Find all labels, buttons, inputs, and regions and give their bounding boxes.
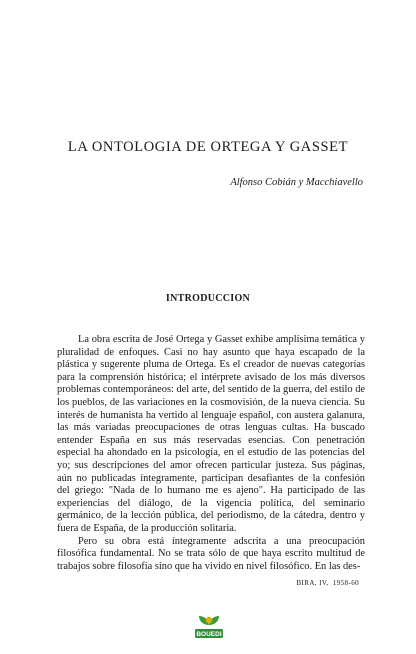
article-title: LA ONTOLOGIA DE ORTEGA Y GASSET	[67, 139, 349, 155]
paragraph-1: La obra escrita de José Ortega y Gasset exhibe amplísima temática y pluralidad de enfoques. Casi no hay asunto que haya escapado de la plástica y sugerente pluma de Ortega. Es el creador de nuevas categorías para la comprensión histórica; el intérprete avisado de los más diversos problemas contemporáneos: del arte, del sentido de la guerra, del estilo de los pueblos, de las variaciones en la cosmovisión, de la nueva ciencia. Su interés de humanista ha vertido al lenguaje español, con austera galanura, las más variadas preocupaciones de otras lenguas cultas. Ha buscado entender España en sus más reservadas esencias. Con penetración especial ha ahondado en la psicología, en el estudio de las potencias del yo; sus descripciones del amor ofrecen particular justeza. Sus páginas, aún no publicadas íntegramente, participan desafiantes de la confesión del griego: "Nada de lo humano me es ajeno". Ha participado de las experiencias del diálogo, de la vigencia política, del seminario germánico, de la lección pública, del periodismo, de la cátedra, dentro y fuera de España, de la producción solitaria.	[57, 334, 365, 534]
article-author: Alfonso Cobián y Macchiavello	[230, 177, 363, 188]
sprout-logo-icon	[193, 611, 225, 641]
footer-journal: BIRA,	[296, 579, 317, 587]
footer-years: 1958-60	[332, 579, 359, 587]
paragraph-2: Pero su obra está íntegramente adscrita a una preocupación filosófica fundamental. No se trata sólo de que haya escrito multitud de trabajos sobre filosofía sino que ha vivido en nivel filosófico. En las des-	[57, 535, 365, 572]
body-text	[57, 334, 365, 573]
footer-volume: IV,	[319, 579, 329, 587]
logo-text: BOUEDI	[196, 631, 222, 638]
section-heading: INTRODUCCION	[165, 293, 251, 304]
page-footer	[296, 579, 359, 587]
